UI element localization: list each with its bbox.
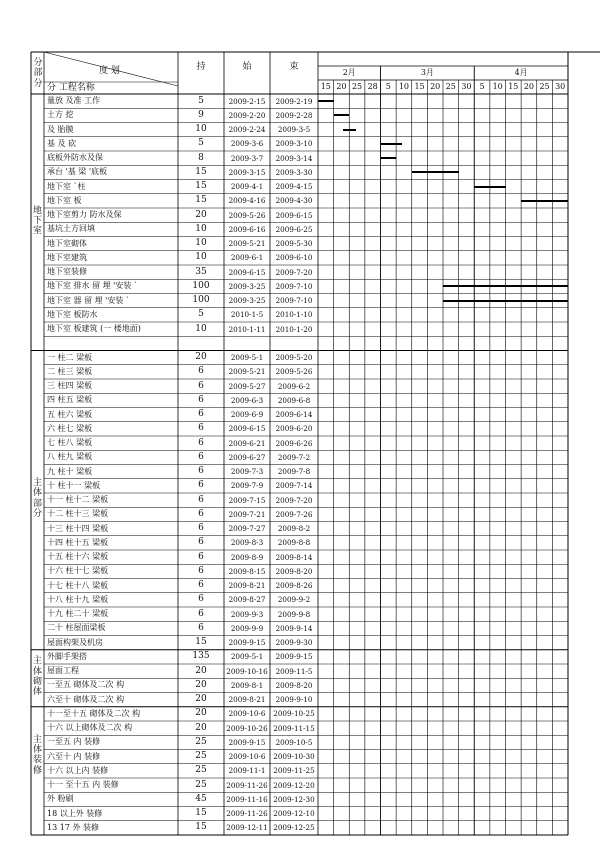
task-duration: 6 [198, 451, 204, 462]
task-start: 2009-3-15 [228, 167, 266, 177]
task-end: 2009-11-5 [275, 666, 313, 676]
gantt-bar [334, 114, 350, 116]
task-start: 2009-7-15 [228, 495, 266, 505]
day-label: 28 [367, 82, 378, 91]
task-end: 2009-10-30 [273, 752, 315, 762]
header-name-label: 分 工程名称 [47, 83, 95, 93]
task-start: 2009-9-9 [230, 623, 264, 633]
task-name: 及 胎膜 [47, 124, 74, 134]
task-name: 三 柱四 梁板 [47, 381, 93, 391]
task-end: 2009-5-30 [275, 239, 313, 249]
task-start: 2009-12-11 [226, 823, 268, 833]
task-name: 承台 '基 梁 '底板 [47, 167, 108, 177]
task-end: 2009-8-20 [275, 680, 313, 690]
task-end: 2009-9-30 [275, 638, 313, 648]
task-end: 2009-7-10 [275, 296, 313, 306]
task-name: 十七 柱十八 梁板 [47, 580, 109, 590]
task-end: 2009-12-25 [273, 823, 315, 833]
task-end: 2009-7-14 [275, 481, 313, 491]
task-end: 2009-8-26 [275, 581, 313, 591]
gantt-bar [443, 285, 568, 287]
task-name: 外 粉刷 [47, 794, 74, 804]
task-end: 2010-1-20 [275, 324, 313, 334]
task-duration: 25 [195, 751, 207, 762]
task-name: 十六 柱十七 梁板 [47, 566, 109, 576]
task-start: 2009-6-21 [228, 438, 266, 448]
task-end: 2009-12-10 [273, 809, 315, 819]
task-name: 十二 柱十三 梁板 [47, 509, 109, 519]
task-end: 2009-12-20 [273, 780, 315, 790]
group-label: 主体砌体 [32, 656, 42, 698]
month-label: 3月 [420, 68, 434, 77]
task-start: 2009-2-20 [228, 110, 266, 120]
task-duration: 9 [198, 109, 204, 120]
task-name: 地下室剪力 防水及保 [47, 210, 122, 220]
task-duration: 6 [198, 537, 204, 548]
task-start: 2009-7-9 [230, 481, 264, 491]
task-name: 地下室 板建筑 (一 楼地面) [47, 324, 141, 334]
day-label: 30 [555, 82, 566, 91]
task-name: 六 柱七 梁板 [47, 423, 93, 433]
task-name: 四 柱五 梁板 [47, 395, 93, 405]
task-duration: 6 [198, 394, 204, 405]
task-start: 2009-10-6 [228, 709, 266, 719]
task-name: 量放 及准 工作 [47, 96, 101, 106]
task-end: 2009-6-2 [277, 381, 311, 391]
task-end: 2009-6-15 [275, 210, 313, 220]
task-duration: 10 [195, 223, 207, 234]
task-duration: 25 [195, 736, 207, 747]
task-start: 2009-5-26 [228, 210, 266, 220]
task-start: 2009-7-21 [228, 509, 266, 519]
task-name: 二十 柱屋面梁板 [47, 623, 106, 633]
task-duration: 10 [195, 252, 207, 263]
header-progress-label: 度 划 [99, 65, 120, 76]
task-start: 2009-8-3 [230, 538, 264, 548]
day-label: 20 [430, 82, 441, 91]
group-label: 地下室 [32, 205, 42, 237]
task-end: 2009-4-30 [275, 196, 313, 206]
day-label: 25 [351, 82, 363, 91]
gantt-bar [474, 186, 505, 188]
group-label: 主体部分 [32, 478, 42, 520]
task-end: 2009-9-8 [277, 609, 311, 619]
task-end: 2009-3-5 [277, 125, 311, 135]
task-end: 2009-7-26 [275, 509, 313, 519]
day-label: 25 [445, 82, 456, 91]
gantt-bar [318, 100, 334, 102]
task-name: 六至十 砌体及二次 构 [47, 694, 125, 704]
task-duration: 20 [195, 352, 207, 363]
task-end: 2009-5-20 [275, 353, 313, 363]
task-name: 十六 以上内 装修 [47, 765, 109, 775]
task-start: 2009-11-26 [226, 809, 268, 819]
gantt-bar [393, 143, 402, 145]
day-label: 20 [336, 82, 347, 91]
task-start: 2009-2-24 [228, 125, 266, 135]
task-start: 2009-10-6 [228, 752, 266, 762]
task-end: 2009-2-28 [275, 110, 313, 120]
task-end: 2009-8-14 [275, 552, 313, 562]
task-start: 2009-6-15 [228, 424, 266, 434]
task-name: 地下室 板防水 [47, 309, 98, 319]
task-duration: 15 [195, 195, 207, 206]
task-name: 13 17 外 装修 [47, 822, 99, 832]
task-start: 2009-4-16 [228, 196, 266, 206]
task-start: 2009-5-27 [228, 381, 266, 391]
task-end: 2009-9-15 [275, 652, 313, 662]
task-name: 一至五 砌体及二次 构 [47, 680, 125, 690]
task-duration: 20 [195, 209, 207, 220]
task-name: 地下室砌体 [47, 238, 87, 248]
header-start-label: 始 [242, 61, 252, 72]
task-duration: 20 [195, 722, 207, 733]
task-name: 地下室 排水 留 埋 '安装 ` [47, 281, 138, 291]
task-start: 2009-7-27 [228, 524, 266, 534]
day-label: 15 [508, 82, 519, 91]
task-end: 2009-7-10 [275, 281, 313, 291]
task-duration: 6 [198, 466, 204, 477]
task-duration: 5 [198, 95, 204, 106]
day-label: 5 [385, 82, 391, 91]
gantt-bar [521, 200, 568, 202]
task-name: 六至十 内 装修 [47, 751, 101, 761]
task-end: 2010-1-10 [275, 310, 313, 320]
task-start: 2009-6-3 [230, 395, 264, 405]
task-duration: 6 [198, 480, 204, 491]
task-name: 五 柱六 梁板 [47, 409, 93, 419]
task-duration: 6 [198, 608, 204, 619]
task-end: 2009-8-2 [277, 524, 311, 534]
header-duration-label: 持 [196, 61, 206, 72]
task-duration: 20 [195, 694, 207, 705]
task-end: 2009-10-25 [273, 709, 315, 719]
day-label: 15 [414, 82, 425, 91]
task-start: 2009-10-16 [226, 666, 268, 676]
task-duration: 35 [195, 266, 207, 277]
gantt-bar [343, 129, 356, 131]
task-name: 屋面工程 [47, 666, 79, 676]
task-name: 18 以上外 装修 [47, 808, 103, 818]
task-start: 2009-8-21 [228, 695, 266, 705]
task-name: 十三 柱十四 梁板 [47, 523, 109, 533]
task-start: 2009-6-9 [230, 410, 264, 420]
task-name: 十六 以上砌体及二次 构 [47, 723, 133, 733]
task-start: 2009-9-3 [230, 609, 264, 619]
task-end: 2009-6-8 [277, 395, 311, 405]
task-duration: 6 [198, 437, 204, 448]
task-end: 2009-7-2 [277, 452, 311, 462]
day-label: 30 [461, 82, 472, 91]
gantt-bar [381, 143, 394, 145]
day-label: 25 [539, 82, 550, 91]
task-duration: 10 [195, 238, 207, 249]
task-duration: 15 [195, 166, 207, 177]
task-start: 2009-3-25 [228, 281, 266, 291]
task-name: 十 柱十一 梁板 [47, 480, 101, 490]
task-duration: 100 [192, 295, 210, 306]
task-duration: 6 [198, 380, 204, 391]
task-end: 2009-7-20 [275, 267, 313, 277]
task-duration: 20 [195, 665, 207, 676]
task-start: 2009-3-6 [230, 139, 264, 149]
task-duration: 15 [195, 181, 207, 192]
task-name: 地下室 `柱 [47, 181, 86, 191]
task-duration: 6 [198, 409, 204, 420]
task-end: 2009-6-14 [275, 410, 313, 420]
task-name: 十九 柱二十 梁板 [47, 609, 109, 619]
task-duration: 6 [198, 622, 204, 633]
header-group-label: 分部分 [33, 58, 43, 89]
task-end: 2009-6-26 [275, 438, 313, 448]
task-duration: 15 [195, 808, 207, 819]
task-duration: 10 [195, 323, 207, 334]
task-end: 2009-9-10 [275, 695, 313, 705]
task-name: 土方 挖 [47, 110, 74, 120]
task-duration: 6 [198, 523, 204, 534]
task-start: 2009-5-1 [230, 652, 264, 662]
task-end: 2009-6-25 [275, 224, 313, 234]
task-end: 2009-7-20 [275, 495, 313, 505]
task-start: 2009-9-15 [228, 737, 266, 747]
task-duration: 5 [198, 309, 204, 320]
task-start: 2009-8-15 [228, 566, 266, 576]
task-name: 底板外防水及保 [47, 153, 103, 163]
gantt-bar [412, 171, 459, 173]
task-end [270, 336, 318, 350]
task-name: 十八 柱十九 梁板 [47, 594, 109, 604]
task-duration: 6 [198, 594, 204, 605]
task-start: 2009-6-27 [228, 452, 266, 462]
task-end: 2009-3-10 [275, 139, 313, 149]
task-duration: 15 [195, 637, 207, 648]
task-start: 2009-8-21 [228, 581, 266, 591]
task-name: 一至五 内 装修 [47, 737, 101, 747]
day-label: 10 [492, 82, 503, 91]
task-name: 十一 柱十二 梁板 [47, 495, 109, 505]
task-duration: 10 [195, 124, 207, 135]
task-name: 地下室 板 [47, 195, 82, 205]
task-duration: 135 [192, 651, 210, 662]
task-start: 2009-8-27 [228, 595, 266, 605]
task-start: 2009-6-16 [228, 224, 266, 234]
task-duration [178, 336, 224, 350]
task-name: 十一至十五 砌体及二次 构 [47, 708, 141, 718]
task-start: 2009-9-15 [228, 638, 266, 648]
task-name: 十五 柱十六 梁板 [47, 552, 109, 562]
task-end: 2009-8-8 [277, 538, 311, 548]
task-start: 2009-3-7 [230, 153, 264, 163]
task-end: 2009-11-25 [273, 766, 315, 776]
task-duration: 20 [195, 708, 207, 719]
task-start: 2010-1-5 [230, 310, 264, 320]
task-duration: 8 [198, 152, 204, 163]
group-label: 主体装修 [32, 734, 42, 776]
task-start: 2009-5-1 [230, 353, 264, 363]
task-duration: 6 [198, 366, 204, 377]
task-end: 2009-3-30 [275, 167, 313, 177]
gantt-bar [443, 300, 568, 302]
task-start: 2009-5-21 [228, 367, 266, 377]
header-end-label: 束 [289, 61, 299, 72]
task-start: 2009-3-25 [228, 296, 266, 306]
task-name: 地下室 器 留 埋 '安装 ` [47, 295, 130, 305]
task-name: 基坑土方回填 [47, 224, 95, 234]
task-duration: 25 [195, 765, 207, 776]
day-label: 10 [398, 82, 410, 91]
task-start: 2009-11-26 [226, 780, 268, 790]
task-duration: 15 [195, 822, 207, 833]
day-label: 20 [523, 82, 535, 91]
task-start: 2009-6-1 [230, 253, 264, 263]
task-end: 2009-11-15 [273, 723, 315, 733]
task-start: 2009-7-3 [230, 467, 264, 477]
task-start: 2009-8-9 [230, 552, 264, 562]
task-end: 2009-4-15 [275, 182, 313, 192]
task-name: 九 柱十 梁板 [47, 466, 93, 476]
task-start: 2009-5-21 [228, 239, 266, 249]
task-duration: 5 [198, 138, 204, 149]
task-end: 2009-6-20 [275, 424, 313, 434]
task-duration: 100 [192, 280, 210, 291]
task-name: 屋面构架及机房 [47, 637, 103, 647]
task-start: 2009-11-16 [226, 794, 268, 804]
task-end: 2009-2-19 [275, 96, 313, 106]
task-end: 2009-10-5 [275, 737, 313, 747]
task-duration: 6 [198, 508, 204, 519]
task-name: 二 柱三 梁板 [47, 366, 93, 376]
task-name: 十一 至十五 内 装修 [47, 780, 119, 790]
task-start: 2009-2-15 [228, 96, 266, 106]
task-duration: 6 [198, 580, 204, 591]
task-end: 2009-8-20 [275, 566, 313, 576]
task-duration: 25 [195, 779, 207, 790]
task-end: 2009-7-8 [277, 467, 311, 477]
task-start: 2009-10-26 [226, 723, 268, 733]
task-name [47, 336, 177, 350]
task-name: 基 及 砍 [47, 138, 77, 148]
month-label: 4月 [514, 68, 528, 77]
task-start: 2009-11-1 [228, 766, 266, 776]
task-name: 八 柱九 梁板 [47, 452, 93, 462]
task-start [224, 336, 270, 350]
task-duration: 45 [195, 793, 207, 804]
day-label: 15 [320, 82, 331, 91]
task-name: 外脚手架搭 [47, 651, 87, 661]
task-duration: 6 [198, 494, 204, 505]
gantt-bar [381, 157, 397, 159]
task-duration: 6 [198, 551, 204, 562]
task-name: 地下室建筑 [47, 252, 87, 262]
task-start: 2010-1-11 [228, 324, 266, 334]
task-end: 2009-5-26 [275, 367, 313, 377]
task-start: 2009-8-1 [230, 680, 264, 690]
task-end: 2009-9-2 [277, 595, 311, 605]
task-name: 一 柱二 梁板 [47, 352, 93, 362]
task-name: 七 柱八 梁板 [47, 438, 93, 448]
task-end: 2009-12-30 [273, 794, 315, 804]
month-label: 2月 [342, 68, 356, 77]
task-end: 2009-3-14 [275, 153, 313, 163]
task-name: 十四 柱十五 梁板 [47, 537, 109, 547]
task-duration: 6 [198, 423, 204, 434]
task-end: 2009-6-10 [275, 253, 313, 263]
task-start: 2009-4-1 [230, 182, 264, 192]
task-duration: 6 [198, 565, 204, 576]
task-duration: 20 [195, 679, 207, 690]
task-name: 地下室装修 [47, 267, 87, 277]
task-start: 2009-6-15 [228, 267, 266, 277]
task-end: 2009-9-14 [275, 623, 313, 633]
day-label: 5 [479, 82, 485, 91]
